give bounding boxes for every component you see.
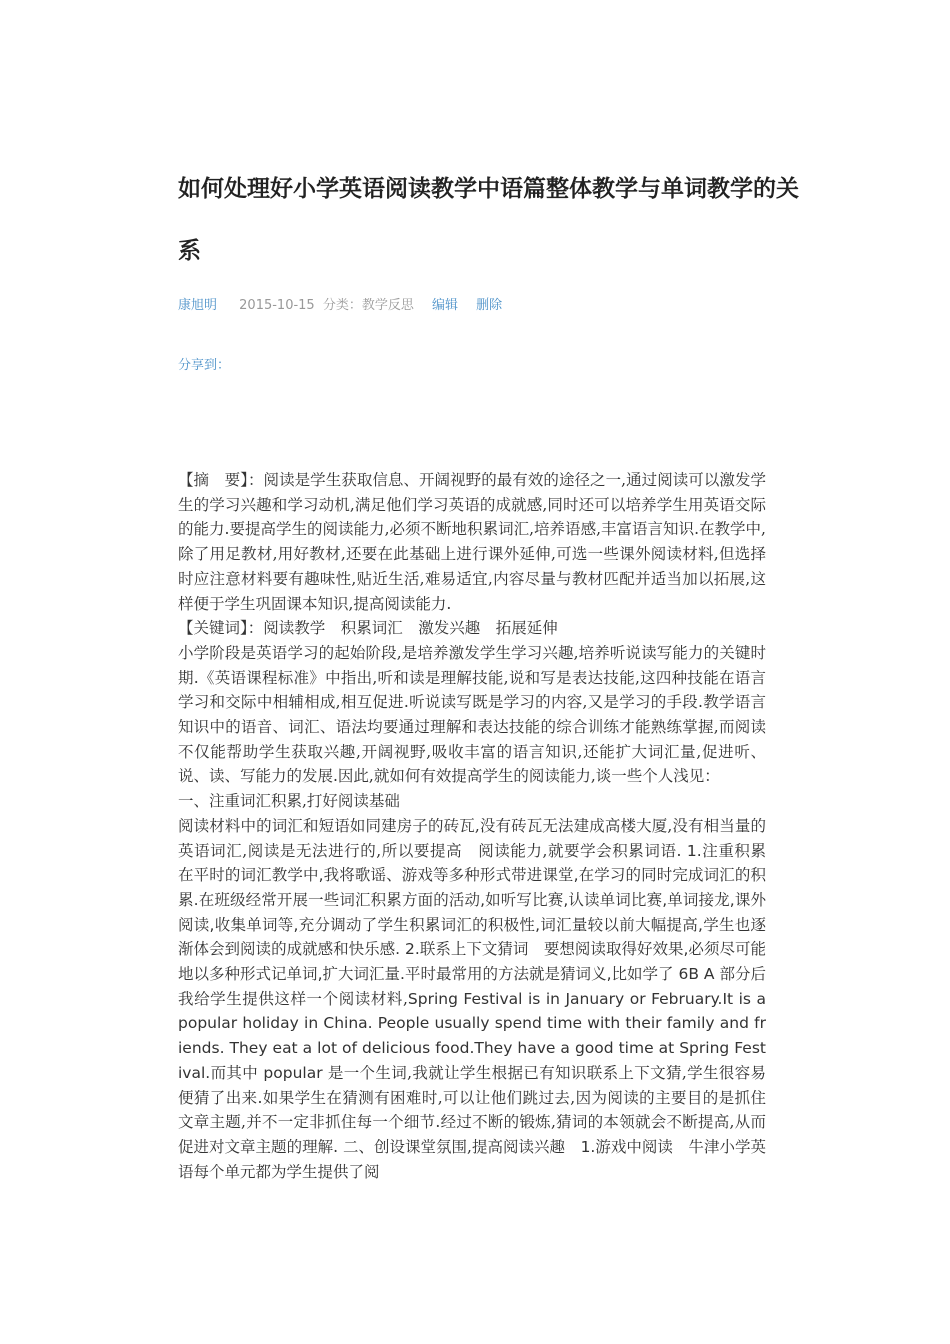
text-run: popular [263, 1063, 323, 1082]
text-run: 1.注重积累 在平时的词汇教学中,我将歌谣、游戏等多种形式带进课堂,在学习的同时完成词汇的积累.在班级经常开展一些词汇积累方面的活动,如听写比赛,认读单词比赛,单词接龙,课外阅读,收集单词等,充分调动了学生积累词汇的积极性,词汇量较以前大幅提高,学生也逐渐体会到阅读的成就感和快乐感. [178, 841, 782, 959]
text-run: 2.联系上下文猜词 要想阅读取得好效果,必须尽可能地以多种形式记单词,扩大词汇量.平时最常用的方法就是猜词义,比如学了 [178, 940, 766, 984]
text-run: 6B A [673, 965, 720, 984]
text-run: 而其中 [210, 1063, 264, 1082]
section-paragraph [178, 814, 782, 1185]
delete-link[interactable]: 删除 [476, 298, 503, 313]
article-title: 如何处理好小学英语阅读教学中语篇整体教学与单词教学的关系 [178, 176, 799, 264]
abstract-paragraph: 【摘 要】：阅读是学生获取信息、开阔视野的最有效的途径之一,通过阅读可以激发学生的学习兴趣和学习动机,满足他们学习英语的成就感,同时还可以培养学生用英语交际的能力.要提高学生的阅读能力,必须不断地积累词汇,培养语感,丰富语言知识.在教学中,除了用足教材,用好教材,还要在此基础上进行课外延伸,可选一些课外阅读材料,但选择时应注意材料要有趣味性,贴近生活,难易适宜,内容尽量与教材匹配并适当加以拓展,这样便于学生巩固课本知识,提高阅读能力. [178, 471, 766, 613]
text-run: 二、创设课堂氛围,提高阅读兴趣 [338, 1137, 581, 1156]
intro-paragraph: 小学阶段是英语学习的起始阶段,是培养激发学生学习兴趣,培养听说读写能力的关键时期.《英语课程标准》中指出,听和读是理解技能,说和写是表达技能,这四种技能在语言学习和交际中相辅相成,相互促进.听说读写既是学习的内容,又是学习的手段.教学语言知识中的语音、词汇、语法均要通过理解和表达技能的综合训练才能熟练掌握,而阅读不仅能帮助学生获取兴趣,开阔视野,吸收丰富的语言知识,还能扩大词汇量,促进听、说、读、写能力的发展.因此,就如何有效提高学生的阅读能力,谈一些个人浅见： [178, 643, 766, 786]
text-run: 部分后我给学生提供这样一个阅读材料, [178, 965, 766, 1008]
text-run: 是一个生词,我就让学生根据已有知识联系上下文猜,学生很容易便猜了出来.如果学生在猜测有困难时,可以让他们跳过去,因为阅读的主要目的是抓住文章主题,并不一定非抓住每一个细节.经过不断的锻炼,猜词的本领就会不断提高,从而促进对文章主题的理解. [178, 1063, 766, 1156]
category-label: 分类：教学反思 [322, 298, 414, 313]
text-run: 牛津小学英语每个单元都为学生提供了阅 [178, 1137, 766, 1181]
article-body [178, 468, 782, 1184]
keywords-paragraph: 【关键词】：阅读教学 积累词汇 激发兴趣 拓展延伸 [178, 619, 558, 638]
edit-link[interactable]: 编辑 [432, 298, 459, 313]
text-run: 阅读材料中的词汇和短语如同建房子的砖瓦,没有砖瓦无法建成高楼大厦,没有相当量的英语词汇,阅读是无法进行的,所以要提高 阅读能力,就要学会积累词语. [178, 816, 766, 860]
english-passage: Spring Festival is in January or February.It is a popular holiday in China. People usually spend time with their family and friends. They eat a lot of delicious food.They have a good time at Spring Festival. [178, 989, 766, 1082]
share-label: 分享到： [178, 358, 231, 373]
publish-date: 2015-10-15 [239, 298, 315, 313]
text-run: 1.游戏中阅读 [580, 1137, 673, 1156]
section-heading: 一、注重词汇积累,打好阅读基础 [178, 792, 400, 811]
article-meta [178, 294, 502, 313]
author-link[interactable]: 康旭明 [178, 298, 218, 313]
